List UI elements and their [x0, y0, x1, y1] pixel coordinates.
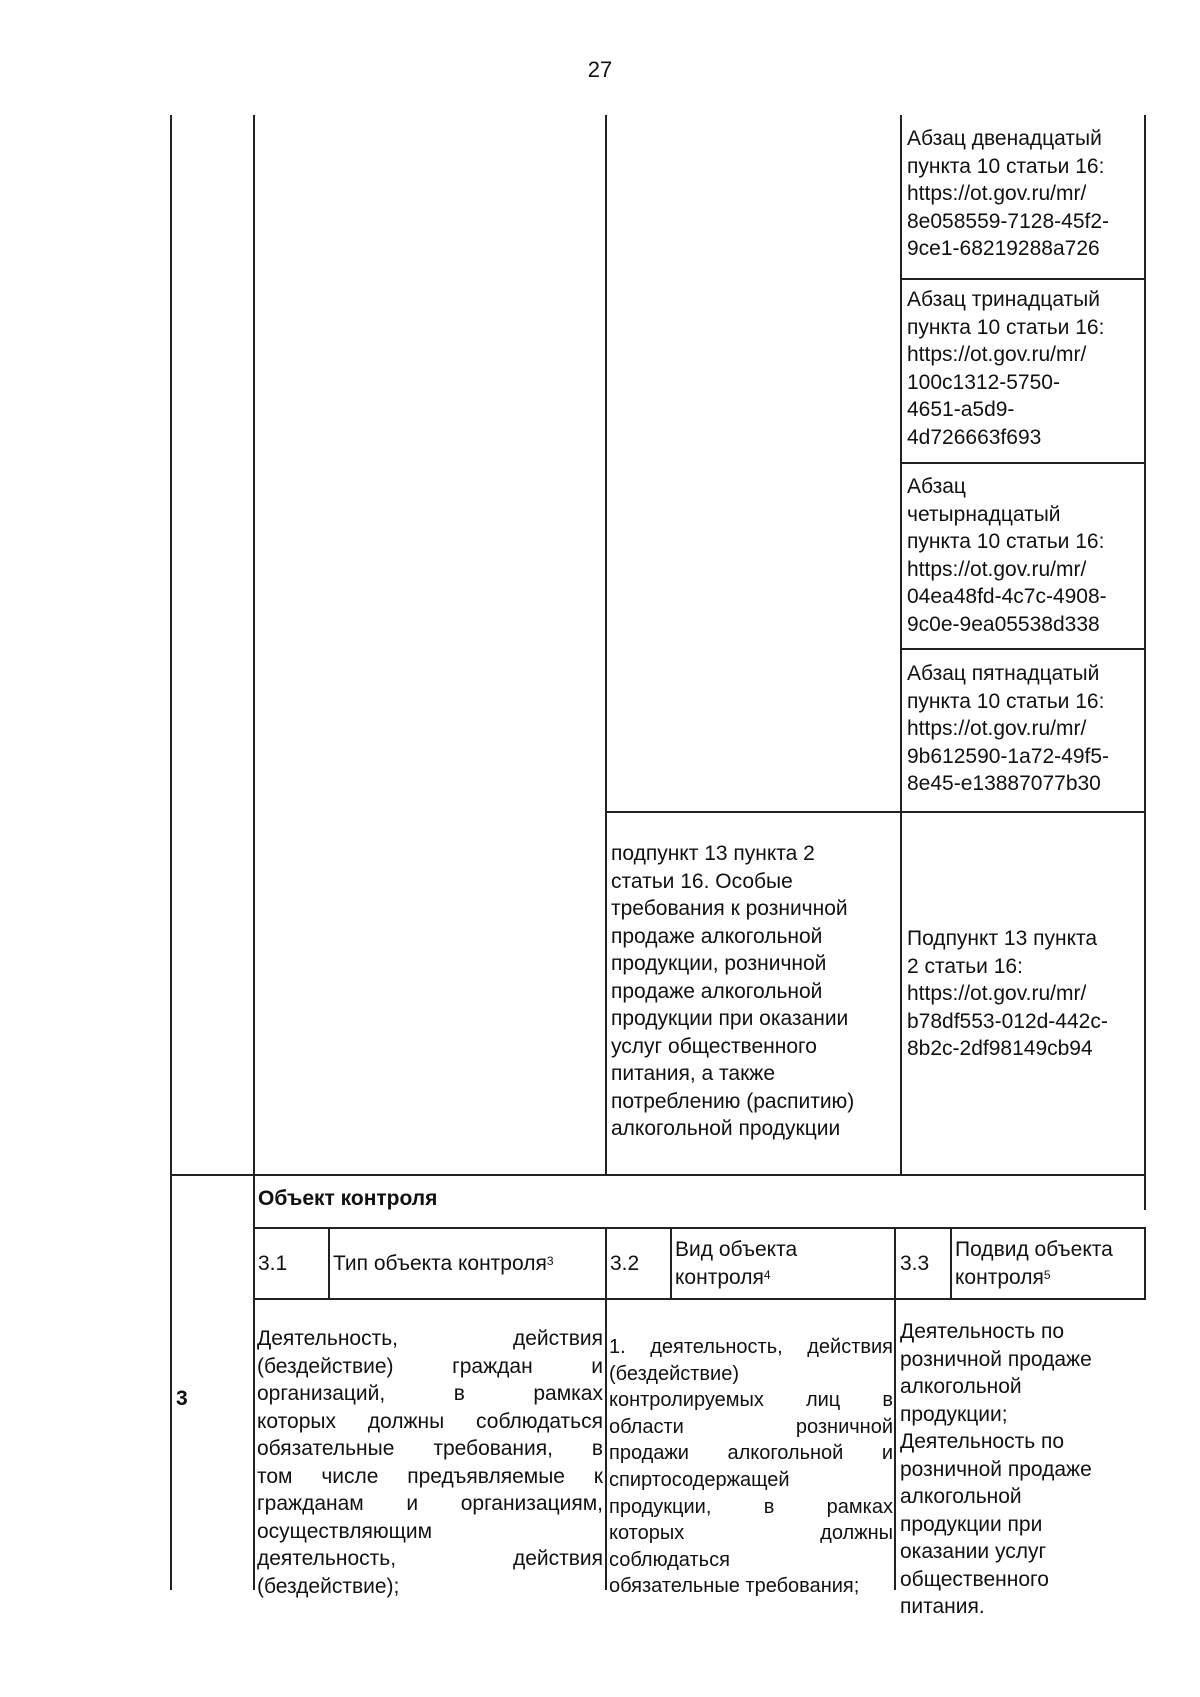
header-3-2-label: Вид объекта контроля$^4$: [675, 1238, 798, 1289]
page-number: 27: [587, 57, 613, 82]
section-number: 3: [176, 1387, 188, 1410]
ref-paragraph-12: Абзац двенадцатый пункта 10 статьи 16: https://ot.gov.ru/mr/ 8e058559-7128-45f2- 9ce1-68219288a726: [907, 127, 1110, 260]
header-3-3-label: Подвид объекта контроля$^5$: [955, 1238, 1113, 1289]
object-subkind-text: Деятельность по розничной продаже алкогольной продукции; Деятельность по розничной продаже алкогольной продукции при оказании услуг общественного питания.: [900, 1320, 1092, 1618]
ref-paragraph-14: Абзац четырнадцатый пункта 10 статьи 16: https://ot.gov.ru/mr/ 04ea48fd-4c7c-4908- 9c0e-9ea05538d338: [907, 475, 1107, 636]
header-3-3-num: 3.3: [900, 1252, 930, 1275]
ref-paragraph-15: Абзац пятнадцатый пункта 10 статьи 16: https://ot.gov.ru/mr/ 9b612590-1a72-49f5- 8e45-e13887077b30: [907, 662, 1110, 795]
subpoint-text: подпункт 13 пункта 2 статьи 16. Особые требования к розничной продаже алкогольной продукции, розничной продаже алкогольной продукции при оказании услуг общественного питания, а также потреблению (распитию) алкогольной продукции: [611, 842, 855, 1140]
object-kind-text: 1. деятельность, действия (бездействие) контролируемых лиц в области розничной продажи алкогольной и спиртосодержащей продукции, в рамках которых должны соблюдаться обязательные требования;: [609, 1336, 893, 1598]
object-type-text: Деятельность, действия (бездействие) граждан и организаций, в рамках которых должны соблюдаться обязательные требования, в том числе предъявляемые к гражданам и организациям, осуществляющим деятельность, действия (бездействие);: [257, 1327, 603, 1598]
header-3-1-label: Тип объекта контроля$^3$: [333, 1252, 554, 1275]
subpoint-ref: Подпункт 13 пункта 2 статьи 16: https://ot.gov.ru/mr/ b78df553-012d-442c- 8b2c-2df98149cb94: [907, 927, 1108, 1060]
header-3-2-num: 3.2: [610, 1252, 640, 1275]
section-title: Объект контроля: [258, 1187, 438, 1210]
ref-paragraph-13: Абзац тринадцатый пункта 10 статьи 16: https://ot.gov.ru/mr/ 100c1312-5750- 4651-a5d9- 4d726663f693: [907, 288, 1105, 449]
header-3-1-num: 3.1: [258, 1252, 288, 1275]
